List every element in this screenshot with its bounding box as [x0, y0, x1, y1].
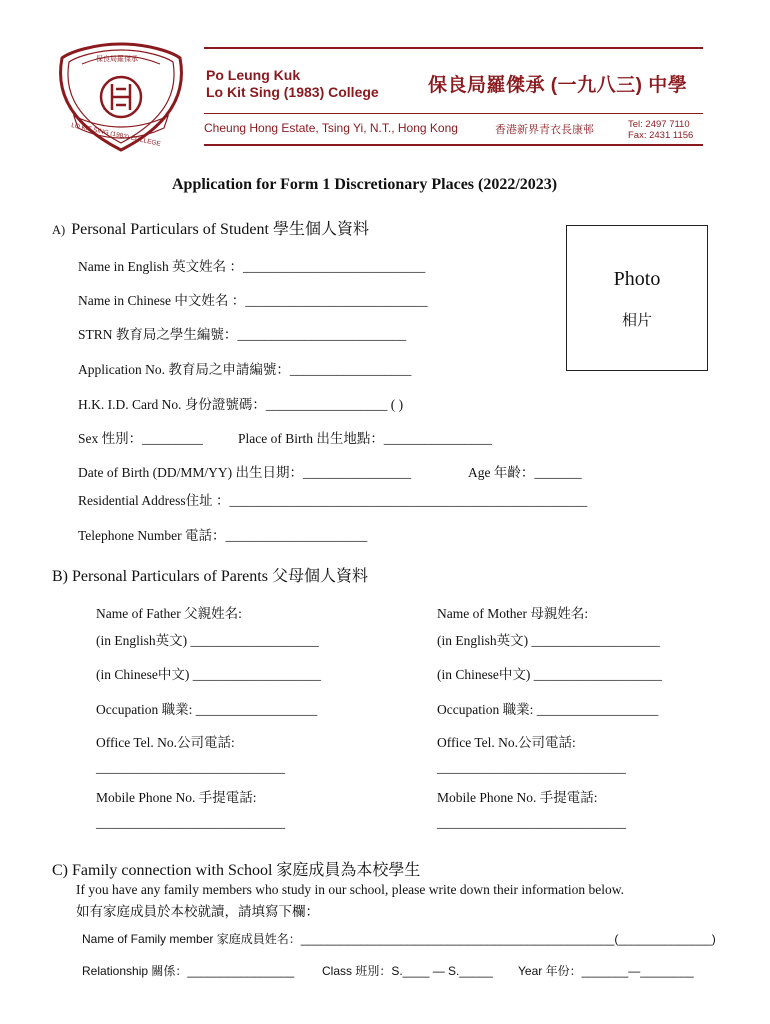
strn-field[interactable]: STRN 教育局之學生編號：_________________________ — [78, 327, 407, 342]
mother-mobile-field[interactable]: ____________________________ — [437, 815, 626, 830]
address-en: Cheung Hong Estate, Tsing Yi, N.T., Hong Kong — [204, 121, 458, 135]
form-title: Application for Form 1 Discretionary Places (2022/2023) — [172, 176, 558, 193]
school-name-en-line2: Lo Kit Sing (1983) College — [206, 84, 379, 100]
residential-address-field[interactable]: Residential Address住址 ：_____________________________________________________ — [78, 493, 588, 508]
school-logo — [52, 42, 190, 154]
section-b-heading: B) Personal Particulars of Parents 父母個人資料 — [52, 568, 368, 585]
application-no-field[interactable]: Application No. 教育局之申請編號：__________________ — [78, 362, 412, 377]
mother-name-label: Name of Mother 母親姓名: — [437, 606, 589, 621]
father-office-tel-field[interactable]: ____________________________ — [96, 760, 285, 775]
father-mobile-label: Mobile Phone No. 手提電話: — [96, 790, 257, 805]
header-middle-rule — [204, 113, 703, 114]
mother-english-field[interactable]: (in English英文) ___________________ — [437, 633, 660, 648]
hkid-field[interactable]: H.K. I.D. Card No. 身份證號碼：__________________ ( ) — [78, 397, 404, 412]
mother-occupation-field[interactable]: Occupation 職業: __________________ — [437, 702, 659, 717]
year-field[interactable]: Year 年份：_______—________ — [518, 964, 694, 978]
section-c-instruction-zh: 如有家庭成員於本校就讀，請填寫下欄： — [76, 904, 319, 919]
section-c-instruction-en: If you have any family members who study in our school, please write down their information below. — [76, 882, 624, 897]
birth-place-field[interactable]: Place of Birth 出生地點：________________ — [238, 431, 492, 446]
section-a-title: Personal Particulars of Student 學生個人資料 — [71, 221, 369, 238]
section-a-heading — [52, 216, 369, 239]
class-field[interactable]: Class 班別：S.____ — S._____ — [322, 964, 493, 978]
section-a-marker: A) — [52, 223, 66, 237]
photo-box[interactable] — [566, 225, 708, 371]
telephone-field[interactable]: Telephone Number 電話：_____________________ — [78, 528, 368, 543]
contact-info — [628, 119, 693, 141]
mother-office-tel-label: Office Tel. No.公司電話: — [437, 735, 576, 750]
address-zh: 香港新界青衣長康邨 — [495, 124, 594, 136]
section-c-heading: C) Family connection with School 家庭成員為本校學生 — [52, 862, 421, 879]
tel-number: Tel: 2497 7110 — [628, 119, 690, 130]
school-name-zh: 保良局羅傑承 (一九八三) 中學 — [428, 75, 688, 96]
logo-text-top: 保良局羅傑承 — [96, 56, 138, 63]
name-chinese-field[interactable]: Name in Chinese 中文姓名 ：___________________________ — [78, 293, 428, 308]
dob-field[interactable]: Date of Birth (DD/MM/YY) 出生日期：________________ — [78, 465, 411, 480]
father-chinese-field[interactable]: (in Chinese中文) ___________________ — [96, 667, 321, 682]
header-bottom-rule — [204, 144, 703, 146]
sex-field[interactable]: Sex 性別：_________ — [78, 431, 203, 446]
father-english-field[interactable]: (in English英文) ___________________ — [96, 633, 319, 648]
photo-label-zh: 相片 — [621, 313, 652, 329]
fax-number: Fax: 2431 1156 — [628, 130, 694, 141]
relationship-field[interactable]: Relationship 關係：________________ — [82, 964, 295, 978]
father-name-label: Name of Father 父親姓名: — [96, 606, 242, 621]
mother-chinese-field[interactable]: (in Chinese中文) ___________________ — [437, 667, 662, 682]
school-name-en — [206, 67, 379, 101]
school-name-en-line1: Po Leung Kuk — [206, 67, 301, 83]
mother-mobile-label: Mobile Phone No. 手提電話: — [437, 790, 598, 805]
father-office-tel-label: Office Tel. No.公司電話: — [96, 735, 235, 750]
name-english-field[interactable]: Name in English 英文姓名 ：___________________________ — [78, 259, 426, 274]
photo-label-en: Photo — [613, 268, 661, 290]
age-field[interactable]: Age 年齡：_______ — [468, 465, 582, 480]
family-member-name-field[interactable]: Name of Family member 家庭成員姓名：_______________________________________________(______________) — [82, 932, 716, 946]
father-mobile-field[interactable]: ____________________________ — [96, 815, 285, 830]
mother-office-tel-field[interactable]: ____________________________ — [437, 760, 626, 775]
father-occupation-field[interactable]: Occupation 職業: __________________ — [96, 702, 318, 717]
logo-text-bottom: LO KIT SING (1983) COLLEGE — [70, 122, 162, 148]
header-top-rule — [204, 47, 703, 49]
